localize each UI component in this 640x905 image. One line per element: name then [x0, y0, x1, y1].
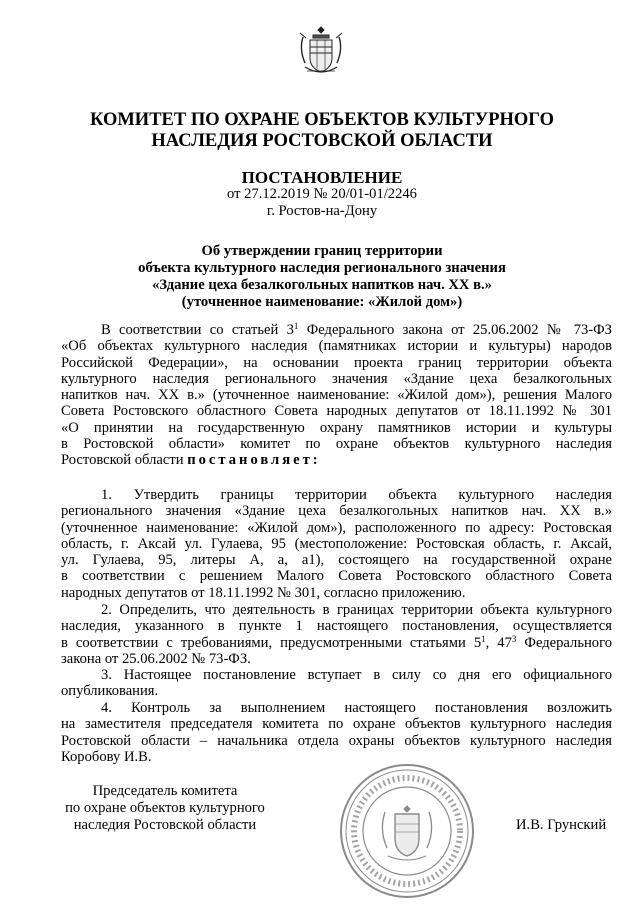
organization-title-line: НАСЛЕДИЯ РОСТОВСКОЙ ОБЛАСТИ — [151, 131, 493, 151]
paragraph-line: на заместителя председателя комитета по охране объектов культурного наследия — [61, 716, 612, 733]
document-city: г. Ростов-на-Дону — [266, 203, 378, 219]
paragraph-line: в соответствии с решением Малого Совета Ростовского областного Совета — [61, 568, 612, 585]
signer-position-line: по охране объектов культурного — [65, 800, 265, 816]
signer-position — [60, 783, 270, 834]
paragraph-line: Российской Федерации», на основании проекта границ территории объекта — [61, 354, 612, 371]
paragraph-line: напитков нач. XX в.» (уточненное наименование: «Жилой дом»), решения Малого — [61, 387, 612, 404]
paragraph-line: 3. Настоящее постановление вступает в силу со дня его официального — [101, 667, 612, 683]
paragraph-line: 4. Контроль за выполнением настоящего постановления возложить — [101, 700, 612, 716]
paragraph-line: наследия, указанного в пункте 1 настоящего постановления, осуществляется — [61, 618, 612, 635]
item-3-paragraph — [61, 667, 612, 700]
paragraph-line: ул. Гулаева, 95, литеры А, а, а1), состоящего на государственной охране — [61, 552, 612, 569]
paragraph-line: закона от 25.06.2002 № 73-ФЗ. — [61, 650, 251, 667]
paragraph-line: область, г. Аксай ул. Гулаева, 95 (местоположение: Ростовская область, г. Аксай, — [61, 535, 612, 552]
subject-line: Об утверждении границ территории — [201, 243, 443, 259]
document-subject — [60, 243, 584, 311]
signer-position-line: Председатель комитета — [92, 783, 238, 799]
organization-title — [60, 110, 584, 152]
paragraph-line: народных депутатов от 18.11.1992 № 301, согласно приложению. — [61, 584, 466, 601]
resolves-word: постановляет: — [187, 452, 321, 469]
paragraph-line: регионального значения «Здание цеха безалкогольных напитков нач. XX в.» — [61, 503, 612, 520]
document-type: ПОСТАНОВЛЕНИЕ — [241, 168, 403, 187]
item-4-paragraph — [61, 700, 612, 765]
paragraph-line: «О принятии на государственную охрану памятников истории и культуры — [61, 419, 612, 436]
item-1-paragraph — [61, 487, 612, 601]
item-2-paragraph — [61, 602, 612, 667]
signer-name: И.В. Грунский — [516, 817, 607, 833]
paragraph-line: В соответствии со статьей $3^1$ Федерального закона от 25.06.2002 № 73-ФЗ — [101, 321, 612, 338]
organization-title-line: КОМИТЕТ ПО ОХРАНЕ ОБЪЕКТОВ КУЛЬТУРНОГО — [90, 110, 554, 130]
paragraph-line: «Об объектах культурного наследия (памятниках истории и культуры) народов — [61, 338, 612, 355]
paragraph-line: опубликования. — [61, 683, 159, 700]
signer-position-line: наследия Ростовской области — [73, 817, 257, 833]
preamble-paragraph — [61, 322, 612, 469]
paragraph-line: 2. Определить, что деятельность в границах территории объекта культурного — [101, 602, 612, 618]
paragraph-line: в Ростовской области» комитет по охране объектов культурного наследия — [61, 436, 612, 453]
paragraph-line: Совета Ростовского областного Совета народных депутатов от 18.11.1992 № 301 — [61, 403, 612, 420]
coat-of-arms-icon — [297, 23, 345, 79]
subject-line: (уточненное наименование: «Жилой дом») — [181, 294, 463, 310]
official-seal-icon — [338, 762, 476, 900]
paragraph-line: в соответствии с требованиями, предусмотренными статьями $5^1$, $47^3$ Федерального — [61, 633, 613, 651]
subject-line: объекта культурного наследия регионального значения — [138, 260, 506, 276]
paragraph-line: Ростовской области – начальника отдела охраны объектов культурного наследия — [61, 732, 612, 749]
paragraph-line: (уточненное наименование: «Жилой дом»), расположенного по адресу: Ростовская — [61, 519, 612, 536]
paragraph-line: 1. Утвердить границы территории объекта культурного наследия — [101, 487, 612, 503]
paragraph-line: Коробову И.В. — [61, 748, 152, 765]
document-number-date: от 27.12.2019 № 20/01-01/2246 — [227, 186, 417, 202]
paragraph-line: Ростовской области постановляет: — [61, 452, 321, 469]
paragraph-line: культурного наследия регионального значения «Здание цеха безалкогольных — [61, 370, 612, 387]
subject-line: «Здание цеха безалкогольных напитков нач. XX в.» — [152, 277, 492, 293]
